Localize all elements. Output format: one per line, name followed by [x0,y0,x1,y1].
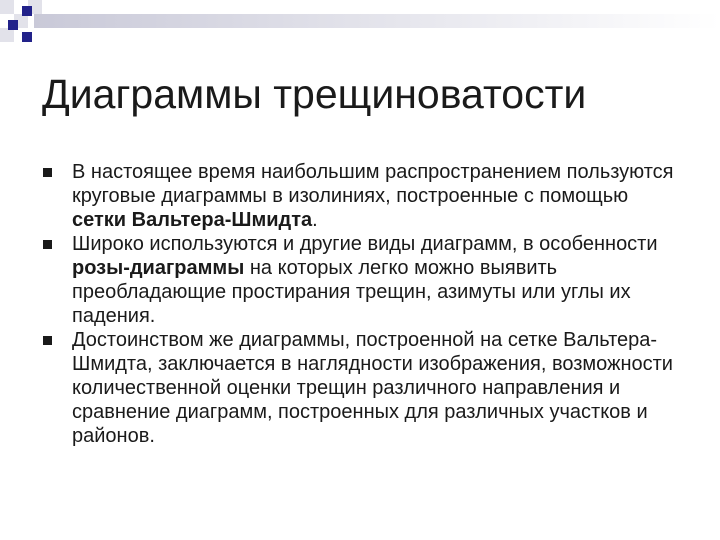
bullet-item [42,328,682,448]
bullet-text-end: на которых легко можно выявить преобладающие простирания трещин, азимуты или углы их падения. [72,257,631,327]
bullet-item [42,160,682,232]
bullet-list [42,160,682,448]
square-bullet-icon [43,168,52,177]
bullet-text-end: . [312,209,318,231]
header-decoration [0,0,720,60]
bullet-text: Широко используются и другие виды диаграмм, в особенности [72,233,658,255]
bullet-bold-term: розы-диаграммы [72,257,245,279]
square-bullet-icon [43,336,52,345]
bullet-text: Достоинством же диаграммы, построенной на сетке Вальтера-Шмидта, заключается в наглядности изображения, возможности количественной оценки трещин различного направления и сравнение диаграмм, построенных для различных участков и районов. [72,329,673,447]
slide-title: Диаграммы трещиноватости [42,71,587,117]
bullet-item [42,232,682,328]
bullet-text: В настоящее время наибольшим распространением пользуются круговые диаграммы в изолиниях, построенные с помощью [72,161,674,207]
bullet-bold-term: сетки Вальтера-Шмидта [72,209,313,231]
square-bullet-icon [43,240,52,249]
